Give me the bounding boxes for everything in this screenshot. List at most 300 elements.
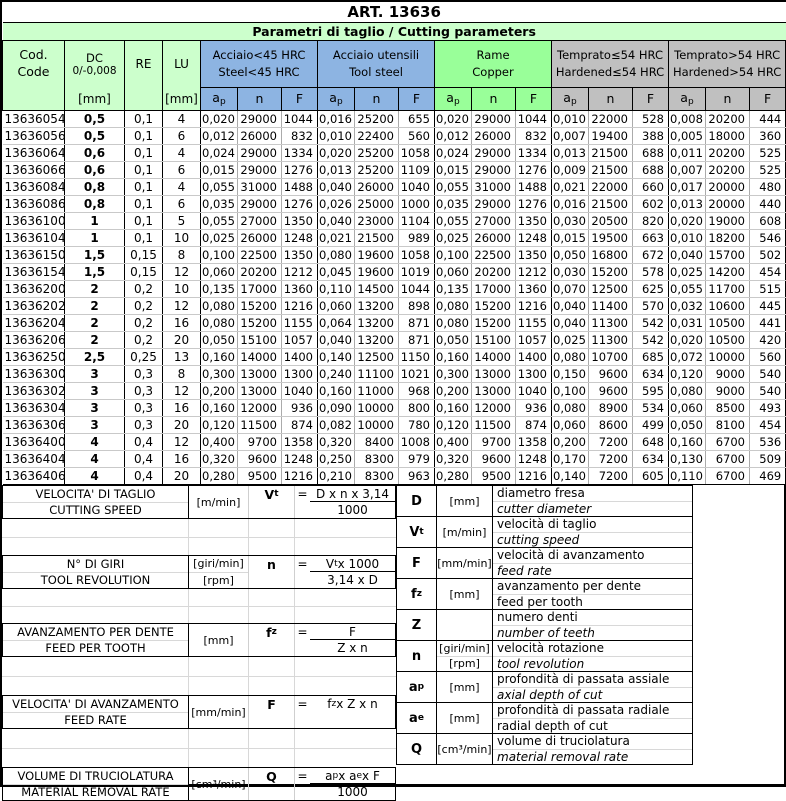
group-header-line1: Rame — [476, 48, 510, 63]
cell-value: 7200 — [589, 434, 633, 451]
cell-lu: 8 — [163, 247, 201, 264]
cell-value: 1216 — [282, 298, 318, 315]
legend-symbol: Z — [397, 610, 437, 640]
formula-label-it: VELOCITA' DI AVANZAMENTO — [3, 696, 188, 713]
cell-value: 1400 — [516, 349, 552, 366]
cell-value: 15200 — [238, 298, 282, 315]
cell-value: 13000 — [472, 383, 516, 400]
cell-value: 0,010 — [318, 128, 355, 145]
cell-value: 14500 — [355, 281, 399, 298]
cell-lu: 4 — [163, 111, 201, 128]
cell-value: 0,280 — [435, 468, 472, 485]
cell-re: 0,1 — [125, 230, 163, 247]
formula-label-it: AVANZAMENTO PER DENTE — [3, 624, 188, 641]
cell-value: 0,150 — [552, 366, 589, 383]
cell-value: 20200 — [238, 264, 282, 281]
cell-value: 0,072 — [669, 349, 706, 366]
cell-dc: 0,8 — [65, 179, 125, 196]
cell-value: 29000 — [472, 111, 516, 128]
cell-value: 15200 — [589, 264, 633, 281]
cell-value: 10000 — [706, 349, 750, 366]
cell-lu: 16 — [163, 315, 201, 332]
legend-unit — [437, 548, 493, 578]
table-row — [3, 298, 786, 315]
cell-value: 8500 — [706, 400, 750, 417]
cell-re: 0,3 — [125, 400, 163, 417]
cell-value: 25200 — [355, 145, 399, 162]
cell-value: 13200 — [355, 332, 399, 349]
cell-value: 1358 — [516, 434, 552, 451]
cell-value: 18000 — [706, 128, 750, 145]
cell-value: 0,080 — [201, 315, 238, 332]
legend-description-it: profondità di passata assiale — [493, 672, 692, 688]
group-header-3 — [435, 41, 552, 88]
cell-value: 1212 — [282, 264, 318, 281]
cell-value: 14000 — [238, 349, 282, 366]
sub-header-n: n — [706, 87, 750, 110]
legend-unit — [437, 517, 493, 547]
cell-value: 0,055 — [201, 179, 238, 196]
cell-value: 13000 — [238, 366, 282, 383]
cell-code: 13636054 — [4, 112, 66, 126]
formula-label-en: FEED PER TOOTH — [45, 641, 146, 656]
cell-re: 0,15 — [125, 264, 163, 281]
cell-value: 20000 — [706, 179, 750, 196]
cell-value: 15100 — [472, 332, 516, 349]
equals-sign: = — [297, 487, 308, 501]
cell-value: 0,008 — [669, 111, 706, 128]
cell-value: 0,080 — [435, 298, 472, 315]
cell-value: 22000 — [589, 111, 633, 128]
cell-code: 13636304 — [4, 401, 66, 415]
formula-denominator: 3,14 x D — [327, 573, 378, 587]
legend-unit-line: [rpm] — [449, 657, 480, 671]
equals-sign: = — [297, 697, 308, 711]
formula-denominator: Z x n — [337, 641, 368, 655]
cell-value: 0,070 — [552, 281, 589, 298]
cell-value: 0,160 — [201, 349, 238, 366]
cell-value: 11000 — [355, 383, 399, 400]
cell-value: 0,055 — [435, 179, 472, 196]
cell-value: 0,020 — [201, 111, 238, 128]
cell-value: 29000 — [472, 145, 516, 162]
cell-dc: 3 — [65, 366, 125, 383]
cell-value: 0,080 — [318, 247, 355, 264]
formula-label — [3, 768, 189, 800]
cell-value: 11700 — [706, 281, 750, 298]
cell-re: 0,1 — [125, 162, 163, 179]
formula-unit-line: [mm] — [203, 633, 234, 647]
cell-value: 1360 — [516, 281, 552, 298]
legend-unit — [437, 579, 493, 609]
cell-value: 1155 — [282, 315, 318, 332]
legend-description-en: cutter diameter — [497, 501, 592, 516]
table-row — [3, 247, 786, 264]
formula-unit — [189, 768, 249, 800]
legend-entry — [396, 547, 693, 579]
cell-value: 19600 — [355, 264, 399, 281]
cell-value: 22400 — [355, 128, 399, 145]
cell-value: 27000 — [238, 213, 282, 230]
cell-value: 1155 — [516, 315, 552, 332]
formula-label-en: MATERIAL REMOVAL RATE — [21, 785, 170, 800]
formula-block — [2, 623, 396, 657]
cell-value: 1216 — [282, 468, 318, 485]
cell-value: 0,035 — [201, 196, 238, 213]
cell-dc: 0,5 — [65, 128, 125, 145]
cell-value: 780 — [399, 417, 435, 434]
formula-unit — [189, 556, 249, 588]
cell-value: 0,011 — [669, 145, 706, 162]
legend-description — [493, 517, 692, 547]
cell-value: 0,021 — [552, 179, 589, 196]
cell-dc: 2,5 — [65, 349, 125, 366]
cell-value: 832 — [516, 128, 552, 145]
cell-value: 0,017 — [669, 179, 706, 196]
cell-value: 9700 — [472, 434, 516, 451]
table-row — [3, 400, 786, 417]
legend-unit-line: [mm] — [449, 680, 480, 694]
legend-description-it: numero denti — [493, 610, 692, 626]
cell-value: 0,050 — [552, 247, 589, 264]
cell-re: 0,3 — [125, 366, 163, 383]
cell-value: 0,055 — [669, 281, 706, 298]
cell-dc: 0,6 — [65, 162, 125, 179]
cell-value: 0,080 — [435, 315, 472, 332]
legend-entry — [396, 609, 693, 641]
cell-value: 9600 — [238, 451, 282, 468]
cell-value: 542 — [633, 315, 669, 332]
cell-value: 648 — [633, 434, 669, 451]
cell-value: 31000 — [472, 179, 516, 196]
legend-description — [493, 641, 692, 671]
col-header-code-unit — [3, 87, 64, 110]
legend-description-it: volume di truciolatura — [493, 734, 692, 750]
cell-re: 0,15 — [125, 247, 163, 264]
sub-header-n: n — [472, 87, 516, 110]
formula-block — [2, 695, 396, 729]
cell-value: 936 — [282, 400, 318, 417]
cell-value: 21500 — [589, 145, 633, 162]
cell-value: 0,200 — [201, 383, 238, 400]
cell-value: 0,140 — [318, 349, 355, 366]
formula-label — [3, 556, 189, 588]
cell-value: 31000 — [238, 179, 282, 196]
cell-value: 1276 — [516, 162, 552, 179]
cell-value: 9600 — [472, 451, 516, 468]
formula-unit-line: [m/min] — [196, 495, 241, 509]
cell-value: 1350 — [516, 213, 552, 230]
cell-lu: 4 — [163, 145, 201, 162]
cell-value: 21500 — [589, 162, 633, 179]
cell-value: 26000 — [238, 230, 282, 247]
cell-value: 29000 — [238, 145, 282, 162]
col-header-re-label: RE — [135, 57, 152, 71]
cell-re: 0,1 — [125, 196, 163, 213]
cell-code: 13636200 — [4, 282, 66, 296]
cell-lu: 4 — [163, 179, 201, 196]
cell-value: 1350 — [282, 247, 318, 264]
cell-value: 11500 — [472, 417, 516, 434]
col-header-dc-line2: 0/-0,008 — [72, 65, 117, 77]
table-row — [3, 179, 786, 196]
cell-value: 0,250 — [318, 451, 355, 468]
cell-lu: 6 — [163, 162, 201, 179]
col-header-code — [3, 41, 65, 111]
col-header-lu-unit: [mm] — [165, 91, 198, 106]
cell-dc: 0,5 — [65, 111, 125, 128]
legend-description — [493, 703, 692, 733]
formula-label-en: FEED RATE — [64, 713, 127, 728]
cell-dc: 2 — [65, 298, 125, 315]
cell-value: 0,200 — [552, 434, 589, 451]
formula-unit — [189, 624, 249, 656]
cell-value: 0,135 — [201, 281, 238, 298]
cell-value: 1058 — [399, 247, 435, 264]
legend-unit-line: [mm] — [449, 587, 480, 601]
cell-value: 441 — [750, 315, 786, 332]
cell-value: 21500 — [355, 230, 399, 247]
formula-numerator: D x n x 3,14 — [310, 486, 395, 502]
formula-unit-line: [giri/min] — [189, 556, 248, 573]
cell-value: 0,140 — [552, 468, 589, 485]
cell-lu: 13 — [163, 349, 201, 366]
cell-value: 0,110 — [318, 281, 355, 298]
cell-value: 0,050 — [669, 417, 706, 434]
cell-value: 0,135 — [435, 281, 472, 298]
legend-unit — [437, 610, 493, 640]
cell-value: 1040 — [399, 179, 435, 196]
cell-lu: 20 — [163, 417, 201, 434]
cell-value: 29000 — [238, 111, 282, 128]
cell-value: 0,031 — [669, 315, 706, 332]
cell-value: 602 — [633, 196, 669, 213]
cell-value: 0,040 — [318, 332, 355, 349]
legend-description-it: avanzamento per dente — [493, 579, 692, 595]
cell-code: 13636150 — [4, 248, 66, 262]
cell-value: 1248 — [516, 451, 552, 468]
cell-value: 1044 — [516, 111, 552, 128]
sub-header-f: F — [633, 87, 669, 110]
cell-value: 0,100 — [552, 383, 589, 400]
cell-value: 0,030 — [552, 213, 589, 230]
col-header-dc-unit: [mm] — [78, 91, 111, 106]
cell-value: 0,007 — [552, 128, 589, 145]
cell-lu: 20 — [163, 468, 201, 485]
legend-symbol: V t — [397, 517, 437, 547]
group-header-line2: Tool steel — [349, 64, 403, 79]
legend-description-it: diametro fresa — [493, 486, 692, 502]
legend-description-en: tool revolution — [497, 656, 585, 671]
cell-value: 0,060 — [435, 264, 472, 281]
cell-lu: 10 — [163, 281, 201, 298]
cell-value: 672 — [633, 247, 669, 264]
legend-unit-line: [mm] — [449, 494, 480, 508]
cell-code: 13636084 — [4, 180, 66, 194]
cell-value: 0,016 — [552, 196, 589, 213]
cell-value: 11400 — [589, 298, 633, 315]
col-header-dc-line1: DC — [86, 51, 103, 65]
cell-value: 1000 — [399, 196, 435, 213]
cell-code: 13636400 — [4, 435, 66, 449]
cell-value: 444 — [750, 111, 786, 128]
legend-unit-line: [giri/min] — [437, 641, 492, 657]
cell-value: 832 — [282, 128, 318, 145]
cell-re: 0,1 — [125, 128, 163, 145]
sub-header-ap: $a_p$ — [435, 87, 472, 110]
cell-value: 9000 — [706, 366, 750, 383]
legend-description-en: cutting speed — [497, 532, 580, 547]
formula-label — [3, 624, 189, 656]
cell-value: 1488 — [282, 179, 318, 196]
group-header-row — [3, 41, 786, 88]
group-header-line2: Hardened>54 HRC — [672, 64, 782, 79]
legend-description-en: feed rate — [497, 563, 552, 578]
formula-symbol: f z — [266, 624, 277, 640]
cell-dc: 4 — [65, 434, 125, 451]
cell-value: 660 — [633, 179, 669, 196]
formula-block — [2, 767, 396, 801]
cell-value: 871 — [399, 332, 435, 349]
formula-unit-line: [cm³/min] — [191, 777, 246, 791]
cell-value: 20000 — [706, 196, 750, 213]
cell-value: 0,013 — [318, 162, 355, 179]
cell-value: 0,240 — [318, 366, 355, 383]
cell-value: 19000 — [706, 213, 750, 230]
cell-value: 685 — [633, 349, 669, 366]
cell-value: 0,060 — [552, 417, 589, 434]
cell-value: 1040 — [516, 383, 552, 400]
group-header-line1: Temprato>54 HRC — [674, 48, 781, 63]
cell-re: 0,3 — [125, 383, 163, 400]
formula-label-it: N° DI GIRI — [3, 556, 188, 573]
cell-value: 0,130 — [669, 451, 706, 468]
formula-symbol: Q — [266, 768, 277, 784]
cell-value: 1300 — [282, 366, 318, 383]
table-subtitle: Parametri di taglio / Cutting parameters — [3, 23, 786, 41]
cell-value: 0,015 — [552, 230, 589, 247]
cell-lu: 16 — [163, 451, 201, 468]
cell-value: 15700 — [706, 247, 750, 264]
cell-lu: 5 — [163, 213, 201, 230]
page-title: ART. 13636 — [3, 2, 786, 23]
cell-value: 0,300 — [435, 366, 472, 383]
cell-value: 1058 — [399, 145, 435, 162]
cell-value: 22500 — [472, 247, 516, 264]
group-header-2 — [318, 41, 435, 88]
legend-description-en: radial depth of cut — [497, 718, 608, 733]
cell-value: 634 — [633, 366, 669, 383]
legend-description-it: velocità di avanzamento — [493, 548, 692, 564]
cell-value: 19600 — [355, 247, 399, 264]
formula-section — [2, 485, 784, 801]
cell-dc: 3 — [65, 417, 125, 434]
cell-value: 1360 — [282, 281, 318, 298]
cell-value: 1334 — [516, 145, 552, 162]
formula-denominator — [310, 712, 395, 728]
cell-dc: 2 — [65, 332, 125, 349]
sub-header-f: F — [750, 87, 786, 110]
sub-header-ap: $a_p$ — [669, 87, 706, 110]
cell-value: 0,080 — [201, 298, 238, 315]
cell-code: 13636206 — [4, 333, 66, 347]
cell-value: 13000 — [238, 383, 282, 400]
cell-value: 0,160 — [318, 383, 355, 400]
formula-denominator: 1000 — [337, 503, 368, 517]
cell-value: 0,015 — [201, 162, 238, 179]
cell-code: 13636406 — [4, 469, 66, 483]
cell-value: 0,082 — [318, 417, 355, 434]
cell-lu: 12 — [163, 383, 201, 400]
cell-value: 968 — [399, 383, 435, 400]
cell-value: 6700 — [706, 434, 750, 451]
cell-value: 898 — [399, 298, 435, 315]
cell-dc: 3 — [65, 400, 125, 417]
cell-value: 0,160 — [435, 400, 472, 417]
cell-value: 1216 — [516, 468, 552, 485]
cell-code: 13636306 — [4, 418, 66, 432]
cell-value: 1334 — [282, 145, 318, 162]
table-row — [3, 434, 786, 451]
cell-value: 688 — [633, 145, 669, 162]
cell-value: 0,025 — [201, 230, 238, 247]
cell-value: 0,060 — [318, 298, 355, 315]
cell-value: 871 — [399, 315, 435, 332]
cell-value: 0,020 — [318, 145, 355, 162]
cell-value: 0,012 — [435, 128, 472, 145]
cell-value: 20200 — [472, 264, 516, 281]
cell-value: 1057 — [282, 332, 318, 349]
table-row — [3, 366, 786, 383]
cell-value: 0,009 — [552, 162, 589, 179]
table-row — [3, 230, 786, 247]
cell-value: 22500 — [238, 247, 282, 264]
cell-code: 13636104 — [4, 231, 66, 245]
cell-value: 8300 — [355, 468, 399, 485]
formula-unit-line: [mm/min] — [191, 705, 246, 719]
cell-value: 454 — [750, 417, 786, 434]
cell-value: 22000 — [589, 179, 633, 196]
cell-dc: 4 — [65, 451, 125, 468]
cell-value: 8400 — [355, 434, 399, 451]
cell-value: 1216 — [516, 298, 552, 315]
cell-value: 26000 — [472, 230, 516, 247]
cell-value: 15200 — [472, 315, 516, 332]
cell-value: 502 — [750, 247, 786, 264]
cell-value: 0,064 — [318, 315, 355, 332]
cell-lu: 10 — [163, 230, 201, 247]
formula-symbol-cell — [249, 768, 295, 800]
legend-symbol: a p — [397, 672, 437, 702]
cell-value: 0,040 — [318, 213, 355, 230]
cell-value: 6700 — [706, 451, 750, 468]
cell-value: 10500 — [706, 315, 750, 332]
cell-value: 16800 — [589, 247, 633, 264]
cell-value: 493 — [750, 400, 786, 417]
cell-value: 7200 — [589, 451, 633, 468]
cell-value: 0,120 — [435, 417, 472, 434]
cell-value: 0,160 — [669, 434, 706, 451]
legend-unit-line: [mm/min] — [437, 556, 492, 570]
cell-value: 25200 — [355, 162, 399, 179]
cell-value: 19400 — [589, 128, 633, 145]
formula-numerator: a p x a e x F — [310, 768, 395, 784]
legend-description-it: profondità di passata radiale — [493, 703, 692, 719]
cell-value: 10000 — [355, 417, 399, 434]
sub-header-n: n — [589, 87, 633, 110]
cell-value: 17000 — [238, 281, 282, 298]
cell-value: 0,280 — [201, 468, 238, 485]
